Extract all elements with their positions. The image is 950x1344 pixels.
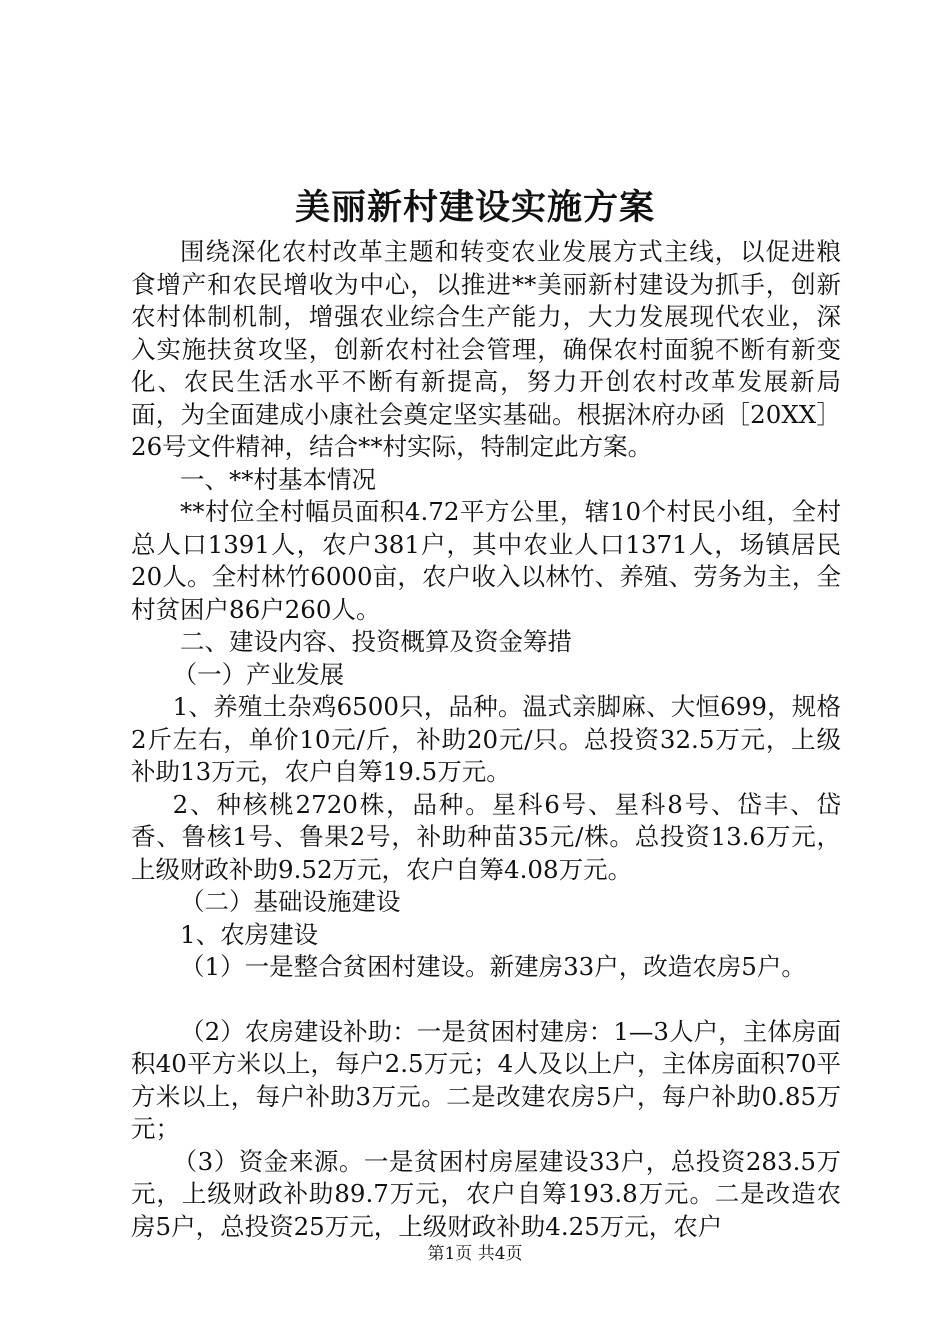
- section-heading-basic-info: 一、**村基本情况: [180, 464, 376, 494]
- housing-item-3: （3）资金来源。一是贫困村房屋建设33户，总投资283.5万元，上级财政补助89.7万元，农户自筹193.8万元。二是改造农房5户，总投资25万元，上级财政补助4.25万元，农户: [131, 1146, 841, 1241]
- document-body: [131, 236, 841, 1243]
- industry-item-walnut: 2、种核桃2720株，品种。星科6号、星科8号、岱丰、岱香、鲁核1号、鲁果2号，补助种苗35元/株。总投资13.6万元，上级财政补助9.52万元，农户自筹4.08万元。: [131, 789, 841, 884]
- page-number: 第1页 共4页: [427, 1244, 523, 1264]
- industry-item-chicken: 1、养殖土杂鸡6500只，品种。温式亲脚麻、大恒699，规格2斤左右，单价10元/斤，补助20元/只。总投资32.5万元，上级补助13万元，农户自筹19.5万元。: [131, 692, 841, 786]
- section-heading-construction: 二、建设内容、投资概算及资金筹措: [180, 627, 572, 656]
- document-title: 美丽新村建设实施方案: [294, 187, 655, 228]
- basic-info-paragraph: **村位全村幅员面积4.72平方公里，辖10个村民小组，全村总人口1391人，农户381户，其中农业人口1371人，场镇居民20人。全村林竹6000亩，农户收入以林竹、养殖、劳务为主，全村贫困户86户260人。: [131, 497, 841, 624]
- housing-item-2: （2）农房建设补助：一是贫困村建房：1—3人户，主体房面积40平方米以上，每户2.5万元；4人及以上户，主体房面积70平方米以上，每户补助3万元。二是改建农房5户，每户补助0.85万元；: [131, 1016, 841, 1143]
- intro-paragraph: 围绕深化农村改革主题和转变农业发展方式主线，以促进粮食增产和农民增收为中心，以推进**美丽新村建设为抓手，创新农村体制机制，增强农业综合生产能力，大力发展现代农业，深入实施扶贫攻坚，创新农村社会管理，确保农村面貌不断有新变化、农民生活水平不断有新提高，努力开创农村改革发展新局面，为全面建成小康社会奠定坚实基础。根据沐府办函［20XX］26号文件精神，结合**村实际，特制定此方案。: [131, 237, 841, 461]
- infrastructure-item-housing: 1、农房建设: [180, 919, 319, 949]
- housing-item-1: （1）一是整合贫困村建设。新建房33户，改造农房5户。: [180, 952, 806, 981]
- subsection-heading-infrastructure: （二）基础设施建设: [180, 887, 401, 916]
- subsection-heading-industry: （一）产业发展: [172, 659, 345, 689]
